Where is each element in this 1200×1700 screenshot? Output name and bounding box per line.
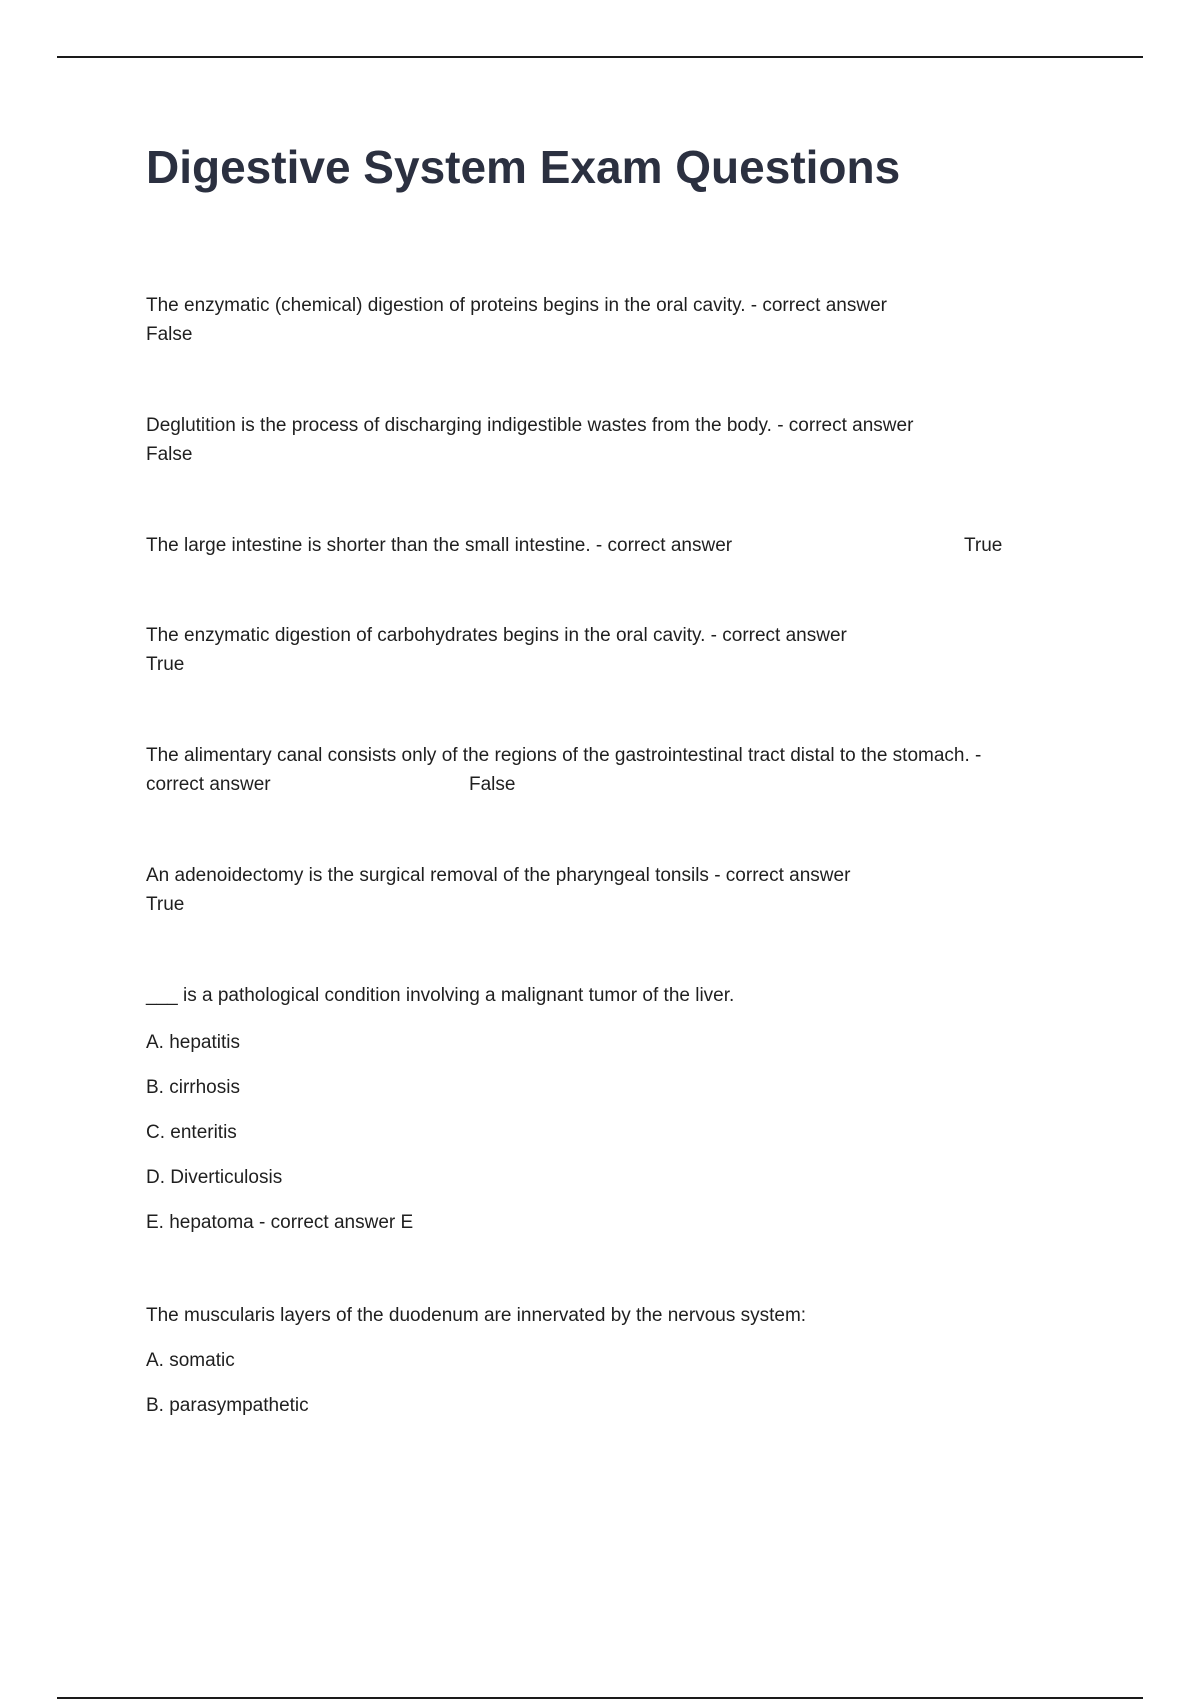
question-text: The enzymatic (chemical) digestion of proteins begins in the oral cavity. - correct answer [146, 295, 887, 316]
question-text-continued [146, 770, 981, 799]
mcq-2-stem: The muscularis layers of the duodenum are innervated by the nervous system: [146, 1305, 807, 1326]
option-d: D. Diverticulosis [146, 1167, 283, 1188]
answer-text: E [400, 1212, 414, 1233]
answer-text: False [146, 324, 193, 345]
question-text: The enzymatic digestion of carbohydrates begins in the oral cavity. - correct answer [146, 625, 847, 646]
mcq-1-stem: ___ is a pathological condition involving a malignant tumor of the liver. [146, 985, 735, 1006]
page-title: Digestive System Exam Questions [146, 141, 901, 193]
question-text: The large intestine is shorter than the small intestine. - correct answer [146, 535, 733, 556]
option-c: C. enteritis [146, 1122, 237, 1143]
option-e [146, 1208, 413, 1253]
question-2 [146, 411, 913, 469]
question-text: Deglutition is the process of discharging indigestible wastes from the body. - correct answer [146, 415, 914, 436]
question-1 [146, 291, 887, 349]
answer-text: True [146, 654, 185, 675]
question-text: An adenoidectomy is the surgical removal of the pharyngeal tonsils - correct answer [146, 865, 851, 886]
question-4 [146, 621, 847, 679]
option-a: A. somatic [146, 1350, 235, 1371]
question-3 [146, 531, 1076, 560]
answer-text: True [146, 894, 185, 915]
option-b: B. parasympathetic [146, 1395, 309, 1416]
option-a: A. hepatitis [146, 1032, 240, 1053]
answer-text: False [146, 444, 193, 465]
top-rule [57, 56, 1143, 58]
question-6 [146, 861, 850, 919]
question-text: The alimentary canal consists only of the regions of the gastrointestinal tract distal to the stomach. - [146, 745, 982, 766]
answer-text: True [964, 535, 1003, 556]
mcq-1-options [146, 1028, 413, 1253]
mcq-2-options [146, 1346, 309, 1436]
bottom-rule [57, 1697, 1143, 1699]
option-b: B. cirrhosis [146, 1077, 240, 1098]
question-text-line2: correct answer [146, 774, 271, 795]
answer-text: False [469, 774, 516, 795]
option-e-text: E. hepatoma - correct answer [146, 1212, 396, 1233]
question-5 [146, 741, 981, 799]
